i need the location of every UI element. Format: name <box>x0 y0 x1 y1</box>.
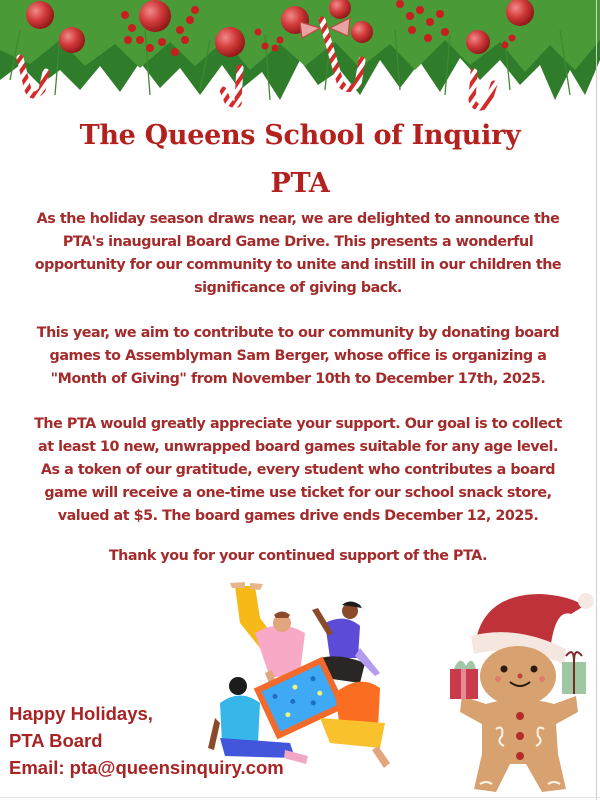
text-line: significance of giving back. <box>194 280 402 296</box>
text-line: The PTA would greatly appreciate your support. Our goal is to collect <box>34 416 562 432</box>
paragraph-thanks <box>0 545 596 568</box>
text-line: "Month of Giving" from November 10th to December 17th, 2025. <box>50 371 546 387</box>
title-line-1: The Queens School of Inquiry <box>79 120 521 151</box>
text-line: This year, we aim to contribute to our community by donating board <box>36 325 560 341</box>
paragraph-donation <box>0 322 596 391</box>
text-line: valued at $5. The board games drive ends December 12, 2025. <box>57 508 539 524</box>
paragraph-intro <box>0 208 596 300</box>
contact-email[interactable]: Email: pta@queensinquiry.com <box>9 757 284 778</box>
gingerbread-man-image <box>446 584 596 798</box>
text-line: game will receive a one-time use ticket for our school snack store, <box>44 485 552 501</box>
christmas-garland-image <box>0 0 600 112</box>
text-line: opportunity for our community to unite and instill in our children the <box>34 257 562 273</box>
text-line: Thank you for your continued support of the PTA. <box>108 548 488 564</box>
paragraph-goal <box>0 413 596 528</box>
flyer-title <box>0 112 600 208</box>
sender-text: PTA Board <box>9 730 103 751</box>
text-line: PTA's inaugural Board Game Drive. This presents a wonderful <box>62 234 534 250</box>
text-line: at least 10 new, unwrapped board games suitable for any age level. <box>38 439 558 455</box>
greeting-text: Happy Holidays, <box>9 703 153 724</box>
title-line-2: PTA <box>270 168 330 199</box>
text-line: games to Assemblyman Sam Berger, whose office is organizing a <box>49 348 547 364</box>
signoff-block <box>9 700 284 781</box>
text-line: As the holiday season draws near, we are delighted to announce the <box>36 211 560 227</box>
text-line: As a token of our gratitude, every student who contributes a board <box>40 462 556 478</box>
